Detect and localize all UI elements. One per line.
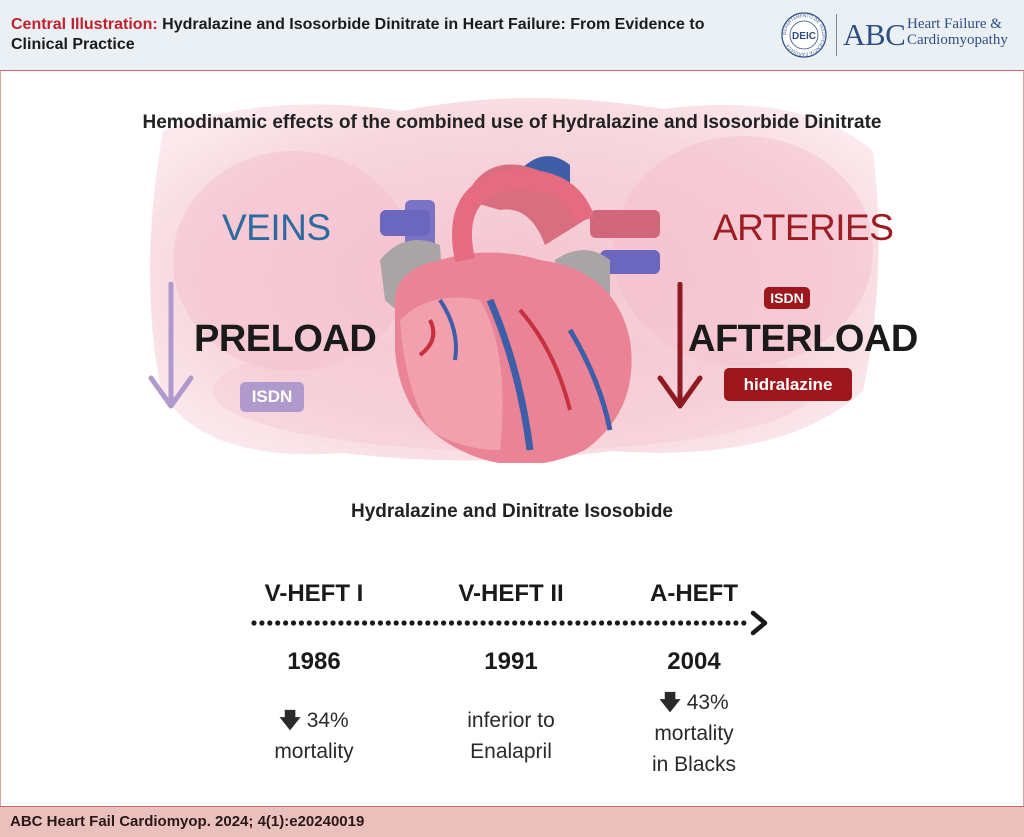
hemodynamics-title: Hemodinamic effects of the combined use of Hydralazine and Isosorbide Dinitrate (142, 112, 882, 133)
timeline-dot (330, 620, 335, 625)
timeline-dot (417, 620, 422, 625)
journal-logo-abc: ABC (843, 17, 906, 52)
preload-down-arrow-icon (147, 282, 195, 410)
timeline-dot (702, 620, 707, 625)
trial-outcome-vheft-i (224, 705, 404, 767)
trial-outcome-a-heft (604, 687, 784, 780)
timeline-dot (370, 620, 375, 625)
trial-name-vheft-i: V-HEFT I (264, 580, 364, 607)
preload-label: PRELOAD (194, 318, 377, 360)
timeline-dot (323, 620, 328, 625)
outcome-line: in Blacks (651, 753, 737, 776)
timeline-dot (346, 620, 351, 625)
timeline-dot (694, 620, 699, 625)
isdn-veins-badge: ISDN (240, 382, 304, 412)
trial-name-a-heft: A-HEFT (650, 580, 738, 607)
timeline-dot (639, 620, 644, 625)
timeline-dot (599, 620, 604, 625)
timeline-dot (283, 620, 288, 625)
timeline-dot (307, 620, 312, 625)
decrease-arrow-icon: 🡇 (279, 709, 301, 732)
timeline-dot (670, 620, 675, 625)
timeline-dot (725, 620, 730, 625)
timeline-dotted-arrow (250, 610, 775, 636)
timeline-dot (520, 620, 525, 625)
timeline-dot (488, 620, 493, 625)
timeline-dot (583, 620, 588, 625)
seal-text: DEIC (792, 31, 816, 42)
timeline-dot (251, 620, 256, 625)
logo-divider (836, 14, 837, 56)
timeline-dot (433, 620, 438, 625)
timeline-dot (299, 620, 304, 625)
timeline-title: Hydralazine and Dinitrate Isosobide (350, 501, 674, 522)
timeline-dot (615, 620, 620, 625)
timeline-dot (449, 620, 454, 625)
timeline-dot (544, 620, 549, 625)
arteries-label: ARTERIES (713, 207, 894, 248)
trial-year-vheft-i: 1986 (287, 648, 341, 675)
timeline-dot (267, 620, 272, 625)
timeline-dot (560, 620, 565, 625)
timeline-dot (512, 620, 517, 625)
figure-title (11, 15, 731, 55)
timeline-dot (528, 620, 533, 625)
timeline-dot (504, 620, 509, 625)
veins-label: VEINS (222, 207, 331, 248)
timeline-dot (425, 620, 430, 625)
deic-seal-logo (781, 12, 827, 58)
title-lead: Central Illustration: (11, 16, 158, 33)
afterload-label: AFTERLOAD (688, 318, 918, 360)
timeline-dot (409, 620, 414, 625)
heart-illustration (370, 150, 660, 463)
outcome-line: mortality (274, 740, 354, 763)
figure-header (0, 0, 1024, 71)
timeline-dot (378, 620, 383, 625)
timeline-dot (623, 620, 628, 625)
timeline-dot (710, 620, 715, 625)
outcome-line: inferior to (467, 709, 555, 732)
seal-ring-text: DEPARTAMENTO DE INSUFICIÊNCIA CARDÍACA (781, 12, 827, 58)
timeline-dot (536, 620, 541, 625)
timeline-dot (473, 620, 478, 625)
timeline-dot (575, 620, 580, 625)
figure-footer (0, 806, 1024, 837)
timeline-dot (362, 620, 367, 625)
timeline-dot (354, 620, 359, 625)
timeline-dot (631, 620, 636, 625)
title-text: Hydralazine and Isosorbide Dinitrate in Heart Failure: From Evidence to Clinical Practice (11, 16, 705, 53)
timeline-dot (733, 620, 738, 625)
trial-name-vheft-ii: V-HEFT II (458, 580, 564, 607)
timeline-dot (275, 620, 280, 625)
timeline-dot (567, 620, 572, 625)
timeline-dot (718, 620, 723, 625)
timeline-dot (654, 620, 659, 625)
timeline-dot (394, 620, 399, 625)
timeline-dot (552, 620, 557, 625)
timeline-dot (441, 620, 446, 625)
timeline-dot (386, 620, 391, 625)
outcome-line: Enalapril (470, 740, 552, 763)
timeline-dot (646, 620, 651, 625)
timeline-dot (338, 620, 343, 625)
timeline-dot (315, 620, 320, 625)
trial-outcome-vheft-ii (421, 705, 601, 767)
trial-year-a-heft: 2004 (667, 648, 721, 675)
outcome-line: 43% (686, 691, 729, 714)
timeline-dot (662, 620, 667, 625)
timeline-dot (402, 620, 407, 625)
journal-logo-name: Heart Failure & Cardiomyopathy (907, 16, 1008, 48)
timeline-dot (496, 620, 501, 625)
outcome-line: mortality (654, 722, 734, 745)
timeline-dot (686, 620, 691, 625)
timeline-dot (741, 620, 746, 625)
citation-text: ABC Heart Fail Cardiomyop. 2024; 4(1):e20240019 (10, 813, 365, 830)
timeline-dot (678, 620, 683, 625)
timeline-dot (481, 620, 486, 625)
timeline-dot (291, 620, 296, 625)
timeline-dot (591, 620, 596, 625)
timeline-dot (607, 620, 612, 625)
timeline-dot (259, 620, 264, 625)
timeline-dot (457, 620, 462, 625)
outcome-line: 34% (306, 709, 349, 732)
decrease-arrow-icon: 🡇 (659, 691, 681, 714)
isdn-arteries-badge: ISDN (764, 287, 810, 309)
hidralazine-badge: hidralazine (724, 368, 852, 401)
trial-year-vheft-ii: 1991 (484, 648, 538, 675)
timeline-dot (465, 620, 470, 625)
